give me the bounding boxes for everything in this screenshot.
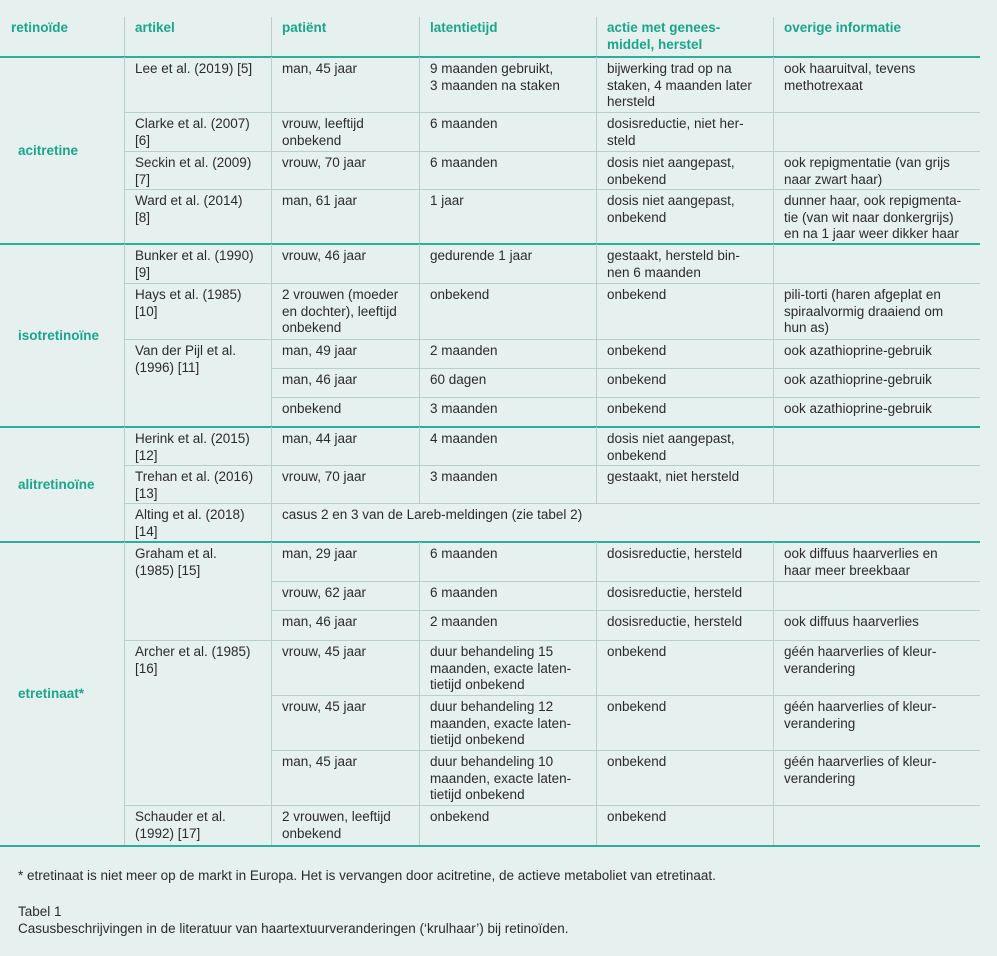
cell-divider-v [773,189,774,244]
column-divider [124,17,125,57]
cell-divider-v [419,112,420,151]
table-cell: vrouw, 46 jaar [282,248,367,263]
retinoid-group-label: alitretinoïne [18,476,95,492]
table-cell: man, 61 jaar [282,193,358,208]
table-cell [773,244,980,248]
table-cell: onbekend [607,401,667,416]
table-cell: bijwerking trad op na staken, 4 maanden later hersteld [607,61,752,110]
cell-divider-v [419,695,420,750]
cell-divider-v [596,339,597,368]
table-footnote: * etretinaat is niet meer op de markt in Europa. Het is vervangen door acitretine, de actieve metaboliet van etretinaat. [18,868,716,883]
cell-divider-v [773,805,774,846]
cell-divider-v [773,640,774,695]
cell-divider-v [271,610,272,640]
table-cell: Graham et al. (1985) [15] [135,546,217,578]
caption-text: Casusbeschrijvingen in de literatuur van haartextuurveranderingen (‘krulhaar’) bij retinoïden. [18,921,569,936]
cell-divider-v [773,368,774,397]
cell-divider-v [773,339,774,368]
table-cell: gestaakt, niet hersteld [607,469,740,484]
cell-divider-v [596,542,597,581]
column-header: actie met genees- middel, herstel [607,20,721,52]
table-cell: casus 2 en 3 van de Lareb-meldingen (zie tabel 2) [282,507,583,522]
cell-divider-v [773,112,774,151]
table-cell: vrouw, leeftijd onbekend [282,116,364,148]
table-cell: Archer et al. (1985) [16] [135,644,251,676]
table-cell: dosis niet aangepast, onbekend [607,431,735,463]
table-cell: onbekend [430,287,490,302]
table-cell: onbekend [607,699,667,714]
cell-divider-v [419,368,420,397]
table-cell: onbekend [607,754,667,769]
caption-title: Tabel 1 [18,904,62,919]
cell-divider-v [419,610,420,640]
cell-divider-v [271,57,272,112]
cell-divider-v [419,465,420,503]
cell-divider-v [773,465,774,503]
cell-divider-v [596,610,597,640]
table-cell: 2 vrouwen, leeftijd onbekend [282,809,391,841]
table-cell [773,465,980,469]
table-cell: dosis niet aangepast, onbekend [607,155,735,187]
cell-divider-v [773,283,774,339]
cell-divider-v [773,695,774,750]
table-cell: vrouw, 70 jaar [282,469,367,484]
table-cell: pili-torti (haren afgeplat en spiraalvormig draaiend om hun as) [784,287,944,336]
table-cell: onbekend [607,644,667,659]
cell-divider-v [596,112,597,151]
cell-divider-v [419,189,420,244]
table-cell: ook diffuus haarverlies en haar meer breekbaar [784,546,938,578]
column-header: patiënt [282,20,327,35]
table-cell: ook diffuus haarverlies [784,614,919,629]
table-cell: duur behandeling 10 maanden, exacte laten- tietijd onbekend [430,754,572,803]
table-cell: Alting et al. (2018) [14] [135,507,245,539]
table-cell: dosisreductie, niet her- steld [607,116,744,148]
table-cell: onbekend [607,287,667,302]
table-cell: 2 maanden [430,343,498,358]
cell-divider-v [271,695,272,750]
cell-divider-v [773,581,774,610]
retinoid-group-label: etretinaat* [18,686,85,701]
cell-divider-v [773,427,774,465]
table-cell: onbekend [430,809,490,824]
table-cell: Ward et al. (2014) [8] [135,193,243,225]
cell-divider-v [271,368,272,397]
table-cell: géén haarverlies of kleur- verandering [784,644,937,676]
group-rule [0,845,980,847]
column-divider [419,17,420,57]
table-cell: dosis niet aangepast, onbekend [607,193,735,225]
table-cell: man, 49 jaar [282,343,358,358]
cell-divider-v [419,397,420,427]
table-cell: dosisreductie, hersteld [607,614,743,629]
table-cell: 9 maanden gebruikt, 3 maanden na staken [430,61,560,93]
table-cell [124,581,271,585]
cell-divider-v [773,397,774,427]
table-cell: man, 46 jaar [282,372,358,387]
cell-divider-v [419,805,420,846]
table-cell: gedurende 1 jaar [430,248,533,263]
table-cell: man, 29 jaar [282,546,358,561]
table-cell: duur behandeling 15 maanden, exacte laten- tietijd onbekend [430,644,572,693]
cell-divider-v [271,750,272,805]
cell-divider-v [271,465,272,503]
table-cell [773,581,980,585]
table-cell: ook haaruitval, tevens methotrexaat [784,61,916,93]
cell-divider-v [773,244,774,283]
table-cell: man, 44 jaar [282,431,358,446]
table-cell: 3 maanden [430,401,498,416]
cell-divider-v [271,581,272,610]
cell-divider-v [773,750,774,805]
cell-divider-v [419,750,420,805]
cell-divider-v [596,189,597,244]
table-cell: dosisreductie, hersteld [607,585,743,600]
table-cell: ook azathioprine-gebruik [784,343,932,358]
table-cell: man, 45 jaar [282,754,358,769]
cell-divider-v [419,339,420,368]
table-cell: Van der Pijl et al. (1996) [11] [135,343,237,375]
table-cell: 1 jaar [430,193,464,208]
table-cell [773,427,980,431]
column-divider [596,17,597,57]
cell-divider-v [596,581,597,610]
table-cell: Herink et al. (2015) [12] [135,431,250,463]
table-cell: Hays et al. (1985) [10] [135,287,242,319]
cell-divider-v [419,542,420,581]
cell-divider-v [596,465,597,503]
table-cell: 4 maanden [430,431,498,446]
cell-divider-v [596,640,597,695]
cell-divider-v [773,542,774,581]
table-cell: 6 maanden [430,585,498,600]
cell-divider-v [419,640,420,695]
table-cell: man, 46 jaar [282,614,358,629]
table-cell: Trehan et al. (2016) [13] [135,469,254,501]
cell-divider-v [271,112,272,151]
table-cell: duur behandeling 12 maanden, exacte laten- tietijd onbekend [430,699,572,748]
cell-divider-v [419,57,420,112]
retinoid-group-label: isotretinoïne [18,327,100,343]
table-cell: onbekend [282,401,342,416]
table-cell: ook repigmentatie (van grijs naar zwart haar) [784,155,950,187]
table-cell [124,695,271,699]
cell-divider-v [596,57,597,112]
table-cell: Clarke et al. (2007) [6] [135,116,250,148]
cell-divider-v [271,339,272,368]
column-header: latentietijd [430,20,498,35]
cell-divider-v [596,244,597,283]
column-header: overige informatie [784,20,902,35]
table-cell: 3 maanden [430,469,498,484]
table-cell [773,805,980,809]
cell-divider-v [596,283,597,339]
column-divider [271,17,272,57]
table-cell: 2 vrouwen (moeder en dochter), leeftijd onbekend [282,287,399,336]
table-cell: onbekend [607,809,667,824]
table-cell: Seckin et al. (2009) [7] [135,155,252,187]
table-cell [124,610,271,614]
cell-divider-v [773,57,774,112]
table-cell: onbekend [607,343,667,358]
cell-divider-v [596,151,597,189]
table-cell: ook azathioprine-gebruik [784,372,932,387]
table-cell: 2 maanden [430,614,498,629]
table-cell: 6 maanden [430,116,498,131]
table-cell: 6 maanden [430,546,498,561]
table-cell: vrouw, 70 jaar [282,155,367,170]
cell-divider-v [271,397,272,427]
cell-divider-v [419,244,420,283]
column-header: retinoïde [11,20,69,35]
table-cell: vrouw, 45 jaar [282,699,367,714]
cell-divider-v [596,368,597,397]
cell-divider-v [271,244,272,283]
cell-divider-v [596,427,597,465]
table-cell: Schauder et al. (1992) [17] [135,809,226,841]
cell-divider-v [271,503,272,542]
cell-divider-v [271,283,272,339]
cell-divider-v [271,427,272,465]
cell-divider-v [596,750,597,805]
cell-divider-v [271,189,272,244]
table-cell: 60 dagen [430,372,487,387]
retinoid-group-label: acitretine [18,142,79,158]
table-cell [124,397,271,401]
table-cell: man, 45 jaar [282,61,358,76]
cell-divider-v [773,151,774,189]
cell-divider-v [596,397,597,427]
table-cell: Lee et al. (2019) [5] [135,61,253,76]
table-cell: dosisreductie, hersteld [607,546,743,561]
table-cell [773,112,980,116]
cell-divider-v [419,283,420,339]
table-cell: 6 maanden [430,155,498,170]
table-cell: gestaakt, hersteld bin- nen 6 maanden [607,248,740,280]
cell-divider-v [271,151,272,189]
table-cell: vrouw, 45 jaar [282,644,367,659]
table-cell: dunner haar, ook repigmenta- tie (van wit naar donkergrijs) en na 1 jaar weer dikker haar [784,193,962,242]
table-cell: géén haarverlies of kleur- verandering [784,754,937,786]
cell-divider-v [596,695,597,750]
table-cell: onbekend [607,372,667,387]
table-cell [124,368,271,372]
cell-divider-v [596,805,597,846]
cell-divider-v [271,805,272,846]
cell-divider-v [419,581,420,610]
cell-divider-v [419,151,420,189]
cell-divider-v [271,542,272,581]
table-cell: Bunker et al. (1990) [9] [135,248,254,280]
cell-divider-v [271,640,272,695]
column-divider [773,17,774,57]
table-cell: ook azathioprine-gebruik [784,401,932,416]
table-cell [124,750,271,754]
column-header: artikel [135,20,175,35]
cell-divider-v [773,610,774,640]
group-divider-v [124,542,125,846]
table-cell: géén haarverlies of kleur- verandering [784,699,937,731]
cell-divider-v [419,427,420,465]
table-cell: vrouw, 62 jaar [282,585,367,600]
